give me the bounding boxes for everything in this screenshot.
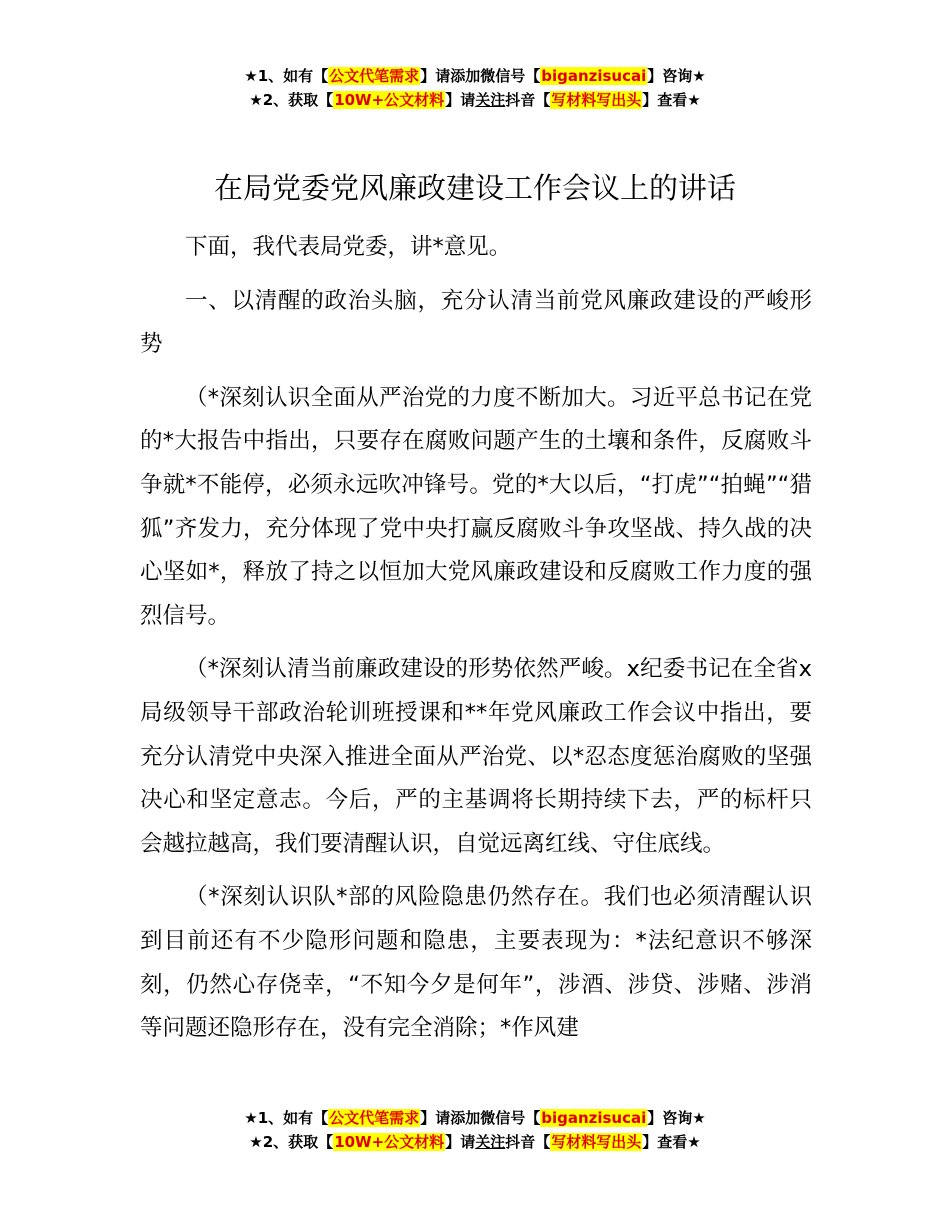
header-banner [0, 64, 950, 112]
banner-highlight-wechat-id: biganzisucai [541, 1109, 647, 1127]
banner-highlight: 公文代笔需求 [329, 1109, 420, 1127]
banner-line-2 [0, 88, 950, 112]
banner-text: ★1、如有【 [244, 1109, 329, 1127]
banner-highlight: 公文代笔需求 [329, 67, 420, 85]
paragraph: （*深刻认识队*部的风险隐患仍然存在。我们也必须清醒认识到目前还有不少隐形问题和隐患，主要表现为：*法纪意识不够深刻，仍然心存侥幸，“不知今夕是何年”，涉酒、涉贷、涉赌、涉消等问题还隐形存在，没有完全消除；*作风建 [140, 884, 812, 1042]
banner-text: ★2、获取【 [249, 1133, 334, 1151]
banner-line-1 [0, 1106, 950, 1130]
banner-text: 抖音【 [505, 91, 551, 109]
banner-text: 】请 [445, 91, 476, 109]
banner-highlight: 写材料写出头 [551, 91, 642, 109]
banner-text: 】咨询★ [647, 1109, 706, 1127]
banner-highlight: 10W+公文材料 [334, 91, 445, 109]
banner-highlight-wechat-id: biganzisucai [541, 67, 647, 85]
banner-text: 】查看★ [642, 1133, 701, 1151]
banner-text: 】请 [445, 1133, 476, 1151]
banner-underlined-text: 关注 [475, 91, 506, 109]
paragraph: （*深刻认清当前廉政建设的形势依然严峻。x纪委书记在全省x局级领导干部政治轮训班授课和**年党风廉政工作会议中指出，要充分认清党中央深入推进全面从严治党、以*忍态度惩治腐败的坚强决心和坚定意志。今后，严的主基调将长期持续下去，严的标杆只会越拉越高，我们要清醒认识，自觉远离红线、守住底线。 [140, 656, 812, 857]
banner-text: ★2、获取【 [249, 91, 334, 109]
banner-text: 】请添加微信号【 [420, 67, 541, 85]
banner-line-1 [0, 64, 950, 88]
banner-text: 抖音【 [505, 1133, 551, 1151]
banner-highlight: 10W+公文材料 [334, 1133, 445, 1151]
paragraph: （*深刻认识全面从严治党的力度不断加大。习近平总书记在党的*大报告中指出，只要存在腐败问题产生的土壤和条件，反腐败斗争就*不能停，必须永远吹冲锋号。党的*大以后，“打虎”“拍蝇”“猎狐”齐发力，充分体现了党中央打赢反腐败斗争攻坚战、持久战的决心坚如*，释放了持之以恒加大党风廉政建设和反腐败工作力度的强烈信号。 [140, 384, 812, 629]
banner-text: 】查看★ [642, 91, 701, 109]
banner-line-2 [0, 1130, 950, 1154]
document-body [140, 226, 812, 1051]
paragraph-intro: 下面，我代表局党委，讲*意见。 [185, 234, 512, 260]
banner-highlight: 写材料写出头 [551, 1133, 642, 1151]
banner-underlined-text: 关注 [475, 1133, 506, 1151]
banner-text: ★1、如有【 [244, 67, 329, 85]
banner-text: 】咨询★ [647, 67, 706, 85]
footer-banner [0, 1106, 950, 1154]
section-heading: 一、以清醒的政治头脑，充分认清当前党风廉政建设的严峻形势 [140, 287, 812, 358]
banner-text: 】请添加微信号【 [420, 1109, 541, 1127]
document-title: 在局党委党风廉政建设工作会议上的讲话 [213, 171, 736, 205]
